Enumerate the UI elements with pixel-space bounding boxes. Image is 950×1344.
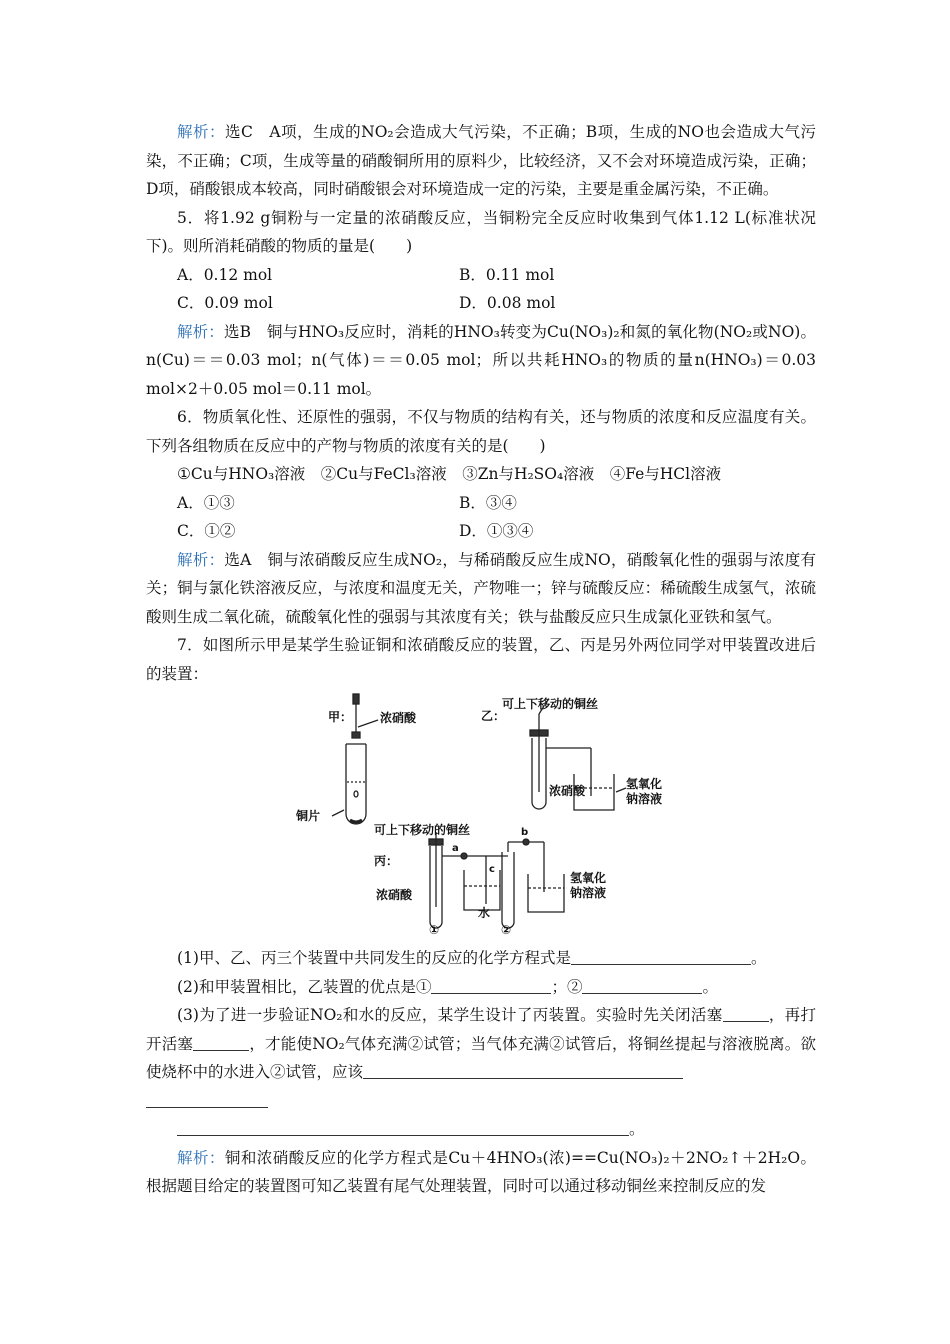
option-a: A．0.12 mol: [177, 265, 273, 284]
q6-items: ①Cu与HNO₃溶液 ②Cu与FeCl₃溶液 ③Zn与H₂SO₄溶液 ④Fe与HCl溶液: [177, 465, 722, 483]
label-naoh-2-bing: 钠溶液: [570, 886, 607, 900]
option-b: B．③④: [459, 493, 517, 512]
document-page: [146, 118, 816, 1201]
sub1-end: 。: [750, 949, 767, 967]
label-yi: 乙：: [481, 709, 506, 723]
q7-stem: 7．如图所示甲是某学生验证铜和浓硝酸反应的装置，乙、丙是另外两位同学对甲装置改进后的装置：: [146, 636, 816, 683]
answer-blank[interactable]: [177, 1117, 629, 1136]
answer-blank[interactable]: [723, 1003, 769, 1022]
q7-sub3-line3: [146, 1115, 816, 1144]
q7-sub3: [146, 1001, 816, 1087]
label-conc-acid-jia: 浓硝酸: [380, 711, 417, 725]
apparatus-figure: [146, 692, 816, 942]
solution-label: 解析：: [177, 550, 225, 569]
label-jia: 甲：: [328, 710, 353, 724]
label-naoh-1-yi: 氢氧化: [626, 777, 663, 791]
label-c: c: [489, 864, 495, 875]
q6-solution: [146, 546, 816, 632]
option-a: A．①③: [177, 493, 235, 512]
q6-options-row1: [146, 489, 816, 518]
apparatus-diagram: [146, 692, 816, 942]
q5-stem: 5．将1.92 g铜粉与一定量的浓硝酸反应，当铜粉完全反应时收集到气体1.12 L(标准状况下)。则所消耗硝酸的物质的量是( ): [146, 208, 816, 255]
sub3-mid: ，再打开活塞: [146, 1006, 816, 1053]
q5-options-row2: [146, 289, 816, 318]
solution-text: 铜和浓硝酸反应的化学方程式是Cu＋4HNO₃(浓)==Cu(NO₃)₂＋2NO₂↑＋2H₂O。根据题目给定的装置图可知乙装置有尾气处理装置，同时可以通过移动铜丝来控制反应的发: [146, 1148, 816, 1195]
answer-blank[interactable]: [193, 1032, 249, 1051]
label-conc-acid-yi: 浓硝酸: [549, 784, 586, 798]
q7-sub2: [146, 973, 816, 1002]
solution-label: 解析：: [177, 322, 224, 341]
sub3-end: 。: [629, 1120, 645, 1138]
q4-solution: [146, 118, 816, 204]
q7-sub3-line2: [146, 1087, 816, 1116]
q7-solution: [146, 1144, 816, 1201]
answer-blank[interactable]: [431, 975, 551, 994]
label-copper: 铜片: [296, 809, 321, 823]
label-conc-acid-bing: 浓硝酸: [376, 888, 413, 902]
option-c: C．①②: [177, 522, 236, 540]
solution-text: 选C A项，生成的NO₂会造成大气污染，不正确；B项，生成的NO也会造成大气污染，不正确；C项，生成等量的硝酸铜所用的原料少，比较经济，又不会对环境造成污染，正确；D项，硝酸银成本较高，同时硝酸银会对环境造成一定的污染，主要是重金属污染，不正确。: [146, 123, 816, 198]
q7-sub1: [146, 944, 816, 973]
solution-text: 选A 铜与浓硝酸反应生成NO₂，与稀硝酸反应生成NO，硝酸氧化性的强弱与浓度有关；铜与氯化铁溶液反应，与浓度和温度无关，产物唯一；锌与硫酸反应：稀硫酸生成氢气，浓硫酸则生成二氧化硫，硫酸氧化性的强弱与其浓度有关；铁与盐酸反应只生成氯化亚铁和氢气。: [146, 550, 816, 626]
q5-solution: [146, 318, 816, 404]
answer-blank[interactable]: [363, 1060, 683, 1079]
solution-text: 选B 铜与HNO₃反应时，消耗的HNO₃转变为Cu(NO₃)₂和氮的氧化物(NO₂或NO)。n(Cu)＝＝0.03 mol；n(气体)＝＝0.05 mol；所以共耗HNO₃的物质的量n(HNO₃)＝0.03 mol×2＋0.05 mol＝0.11 mol。: [146, 322, 816, 398]
label-tube-1: ①: [429, 923, 440, 937]
label-bing: 丙：: [374, 854, 399, 868]
solution-label: 解析：: [177, 123, 226, 141]
label-naoh-2-yi: 钠溶液: [626, 792, 663, 806]
sub2-text: (2)和甲装置相比，乙装置的优点是①: [177, 977, 432, 996]
option-b: B．0.11 mol: [459, 265, 555, 284]
option-c: C．0.09 mol: [177, 294, 273, 312]
option-d: D．0.08 mol: [459, 294, 556, 312]
option-d: D．①③④: [459, 522, 534, 540]
label-tube-2: ②: [501, 923, 512, 937]
label-naoh-1-bing: 氢氧化: [570, 871, 607, 885]
q6-stem: 6．物质氧化性、还原性的强弱，不仅与物质的结构有关，还与物质的浓度和反应温度有关。下列各组物质在反应中的产物与物质的浓度有关的是( ): [146, 408, 816, 455]
answer-blank[interactable]: [146, 1089, 268, 1108]
answer-blank[interactable]: [582, 975, 702, 994]
answer-blank[interactable]: [571, 946, 751, 965]
sub3-text: (3)为了进一步验证NO₂和水的反应，某学生设计了丙装置。实验时先关闭活塞: [177, 1006, 723, 1024]
label-movable-wire-yi: 可上下移动的铜丝: [502, 697, 599, 711]
sub2-end: 。: [702, 977, 718, 996]
q6-options-row2: [146, 517, 816, 546]
label-movable-wire-bing: 可上下移动的铜丝: [374, 823, 471, 837]
label-b: b: [521, 827, 529, 838]
label-water: 水: [478, 906, 491, 920]
sub2-mid: ；②: [551, 977, 583, 996]
sub1-text: (1)甲、乙、丙三个装置中共同发生的反应的化学方程式是: [177, 949, 571, 967]
sub3-text-2: ，才能使NO₂气体充满②试管；当气体充满②试管后，将铜丝提起与溶液脱离。欲使烧杯中的水进入②试管，应该: [146, 1034, 816, 1081]
q5-options-row1: [146, 261, 816, 290]
solution-label: 解析：: [177, 1148, 225, 1167]
label-a: a: [452, 843, 459, 854]
